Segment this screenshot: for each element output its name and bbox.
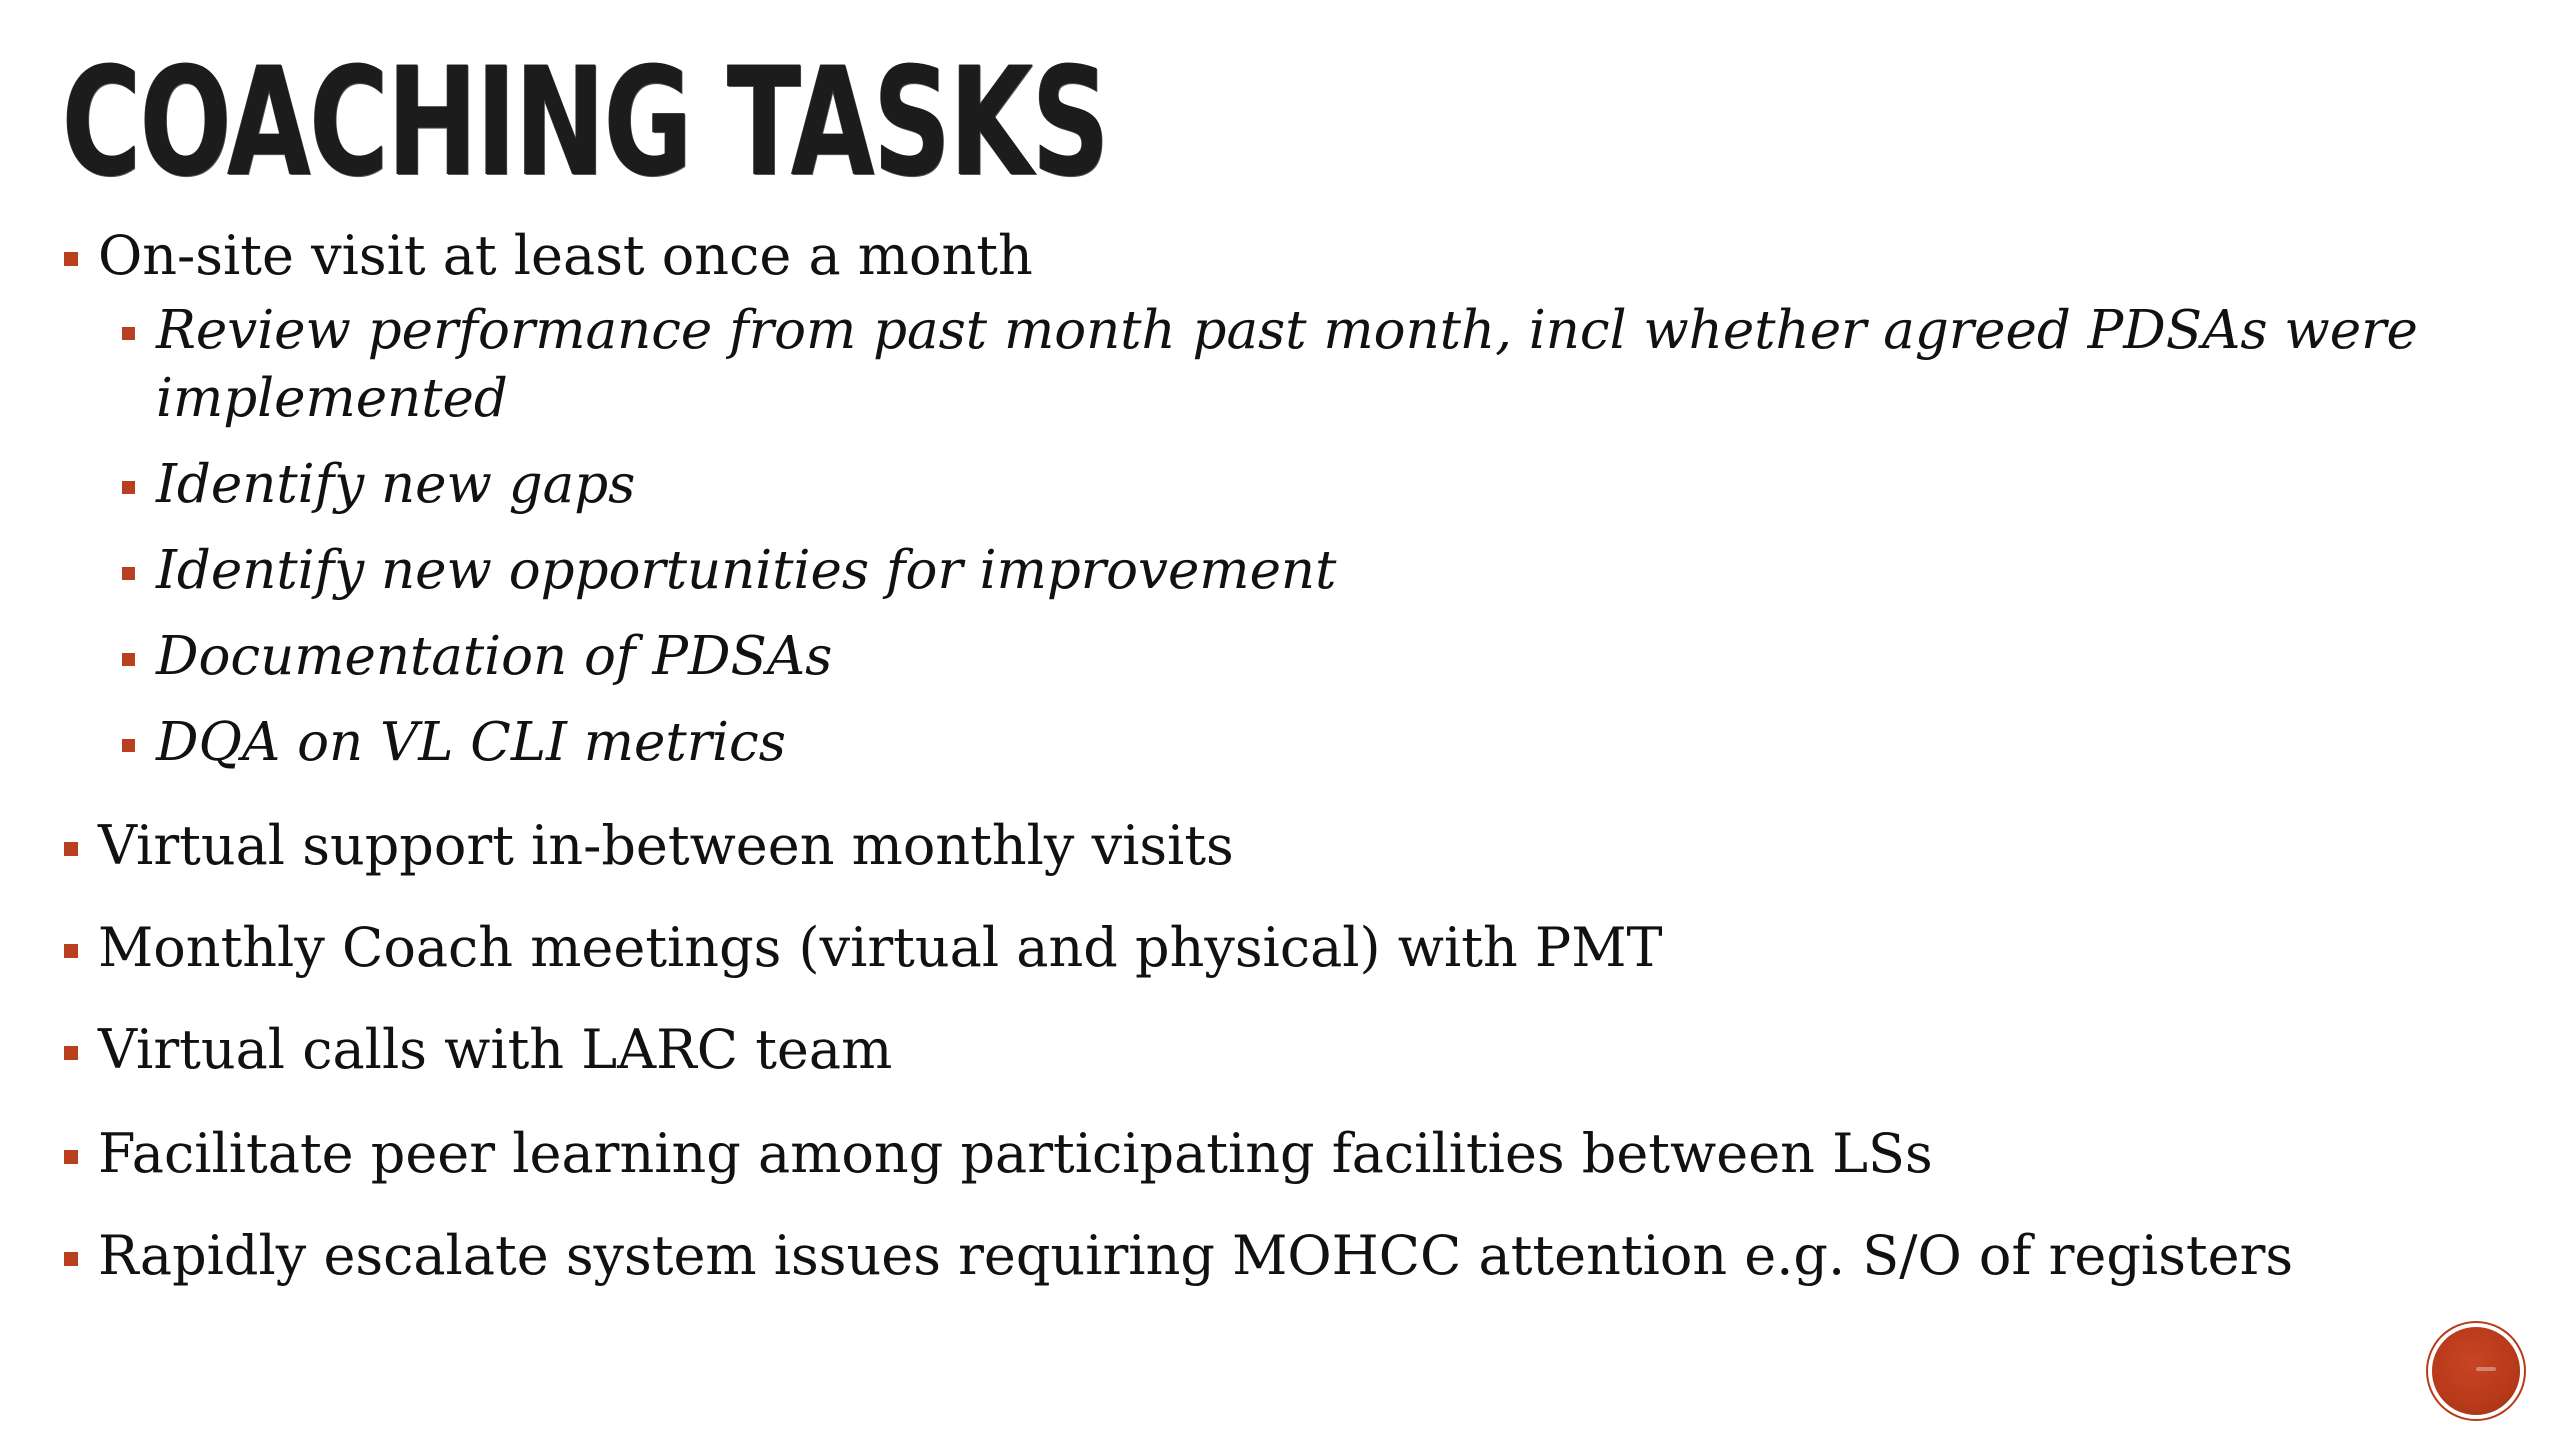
- slide-nav-circle-icon[interactable]: [2432, 1327, 2520, 1415]
- sub-bullet-item: [62, 297, 2456, 433]
- bullet-item: [62, 1123, 2502, 1185]
- bullet-square-icon: [64, 1046, 78, 1060]
- bullet-text: Facilitate peer learning among participating facilities between LSs: [98, 1122, 1933, 1185]
- bullet-square-icon: [122, 739, 135, 752]
- bullet-item: [62, 1019, 2502, 1081]
- bullet-square-icon: [64, 944, 78, 958]
- bullet-square-icon: [122, 481, 135, 494]
- bullet-text: On-site visit at least once a month: [98, 224, 1033, 287]
- bullet-square-icon: [122, 653, 135, 666]
- sub-bullet-text: Documentation of PDSAs: [156, 626, 833, 687]
- bullet-text: Rapidly escalate system issues requiring MOHCC attention e.g. S/O of registers: [98, 1224, 2294, 1287]
- bullet-square-icon: [64, 1150, 78, 1164]
- sub-bullet-text: Identify new opportunities for improvement: [156, 540, 1337, 601]
- bullet-text: Monthly Coach meetings (virtual and physical) with PMT: [98, 916, 1663, 979]
- bullet-item: [62, 815, 2502, 877]
- bullet-item: [62, 225, 2502, 287]
- bullet-square-icon: [64, 842, 78, 856]
- bullet-text: Virtual support in-between monthly visits: [98, 814, 1234, 877]
- bullet-square-icon: [64, 1252, 78, 1266]
- sub-bullet-item: [62, 537, 2502, 605]
- sub-bullet-text: DQA on VL CLI metrics: [156, 712, 786, 773]
- sub-bullet-text: Identify new gaps: [156, 454, 636, 515]
- sub-bullet-item: [62, 451, 2502, 519]
- bullet-item: [62, 917, 2502, 979]
- sub-bullet-item: [62, 623, 2502, 691]
- sub-bullet-item: [62, 709, 2502, 777]
- bullet-list: [62, 225, 2502, 1287]
- bullet-square-icon: [122, 327, 135, 340]
- bullet-square-icon: [64, 252, 78, 266]
- bullet-item: [62, 1225, 2502, 1287]
- slide-title: COACHING TASKS: [62, 36, 1109, 210]
- bullet-text: Virtual calls with LARC team: [98, 1018, 893, 1081]
- bullet-square-icon: [122, 567, 135, 580]
- sub-bullet-text: Review performance from past month past month, incl whether agreed PDSAs were implemented: [156, 300, 2418, 429]
